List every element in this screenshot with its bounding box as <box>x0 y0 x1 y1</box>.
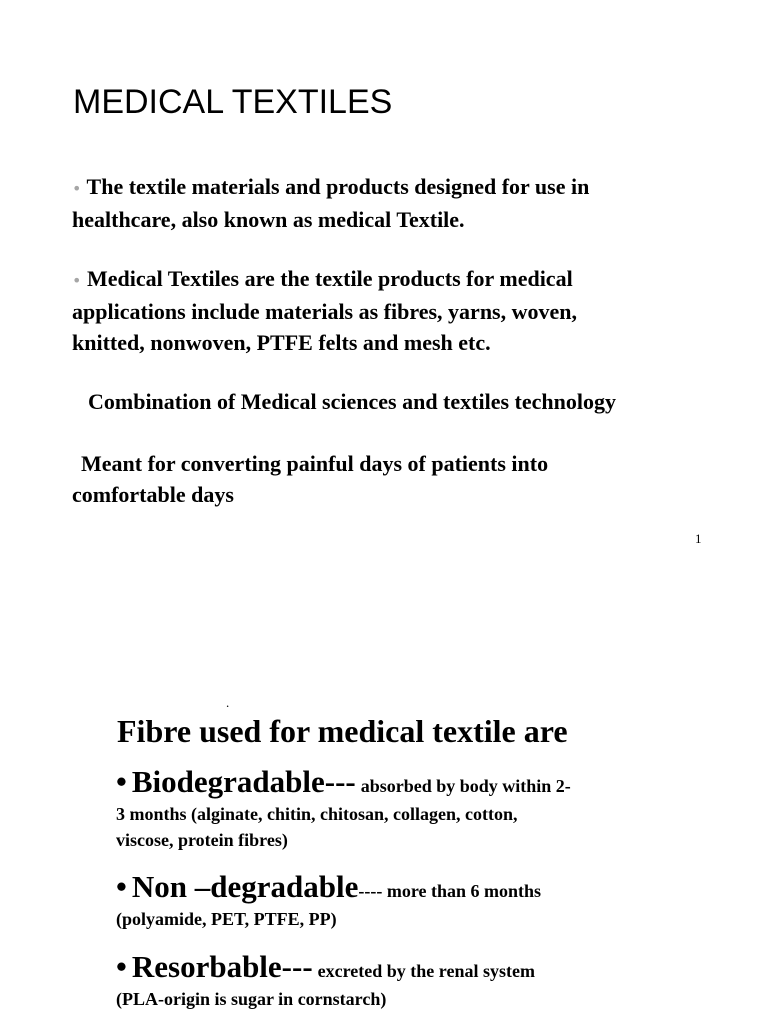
bullet-icon: • <box>116 764 127 799</box>
paragraph-line: Meant for converting painful days of patients into <box>81 451 549 476</box>
fibre-detail: excreted by the renal system <box>317 961 535 981</box>
fibre-term: Non –degradable <box>131 869 359 904</box>
fibre-item-biodegradable <box>116 764 571 853</box>
paragraph-line: applications include materials as fibres, yarns, woven, <box>72 299 578 324</box>
paragraph-combination <box>88 386 616 417</box>
fibre-term: Resorbable--- <box>131 949 313 984</box>
paragraph-line: knitted, nonwoven, PTFE felts and mesh etc. <box>72 330 491 355</box>
paragraph-line: Combination of Medical sciences and textiles technology <box>88 389 616 414</box>
paragraph-line: comfortable days <box>72 482 234 507</box>
fibre-detail-line: 3 months (alginate, chitin, chitosan, collagen, cotton, <box>116 804 518 824</box>
fibre-detail-line: (PLA-origin is sugar in cornstarch) <box>116 989 387 1009</box>
section-title: Fibre used for medical textile are <box>117 713 568 749</box>
paragraph-line: Medical Textiles are the textile products for medical <box>86 266 573 291</box>
fibre-detail-line: viscose, protein fibres) <box>116 830 288 850</box>
page-title: MEDICAL TEXTILES <box>73 83 393 121</box>
paragraph-line: healthcare, also known as medical Textile. <box>72 207 465 232</box>
fibre-detail-line: (polyamide, PET, PTFE, PP) <box>116 909 337 929</box>
paragraph-definition <box>72 171 589 235</box>
page-number: 1 <box>695 531 702 546</box>
bullet-icon: • <box>72 179 82 198</box>
paragraph-line: The textile materials and products designed for use in <box>86 174 590 199</box>
paragraph-products <box>72 263 577 358</box>
fibre-item-resorbable <box>116 949 535 1012</box>
fibre-term: Biodegradable--- <box>131 764 356 799</box>
bullet-icon: • <box>116 949 127 984</box>
paragraph-purpose <box>72 448 548 510</box>
stray-mark: . <box>226 695 230 710</box>
fibre-detail: absorbed by body within 2- <box>360 776 571 796</box>
bullet-icon: • <box>116 869 127 904</box>
fibre-detail: ---- more than 6 months <box>358 881 542 901</box>
fibre-item-non-degradable <box>116 869 542 932</box>
bullet-icon: • <box>72 271 82 290</box>
